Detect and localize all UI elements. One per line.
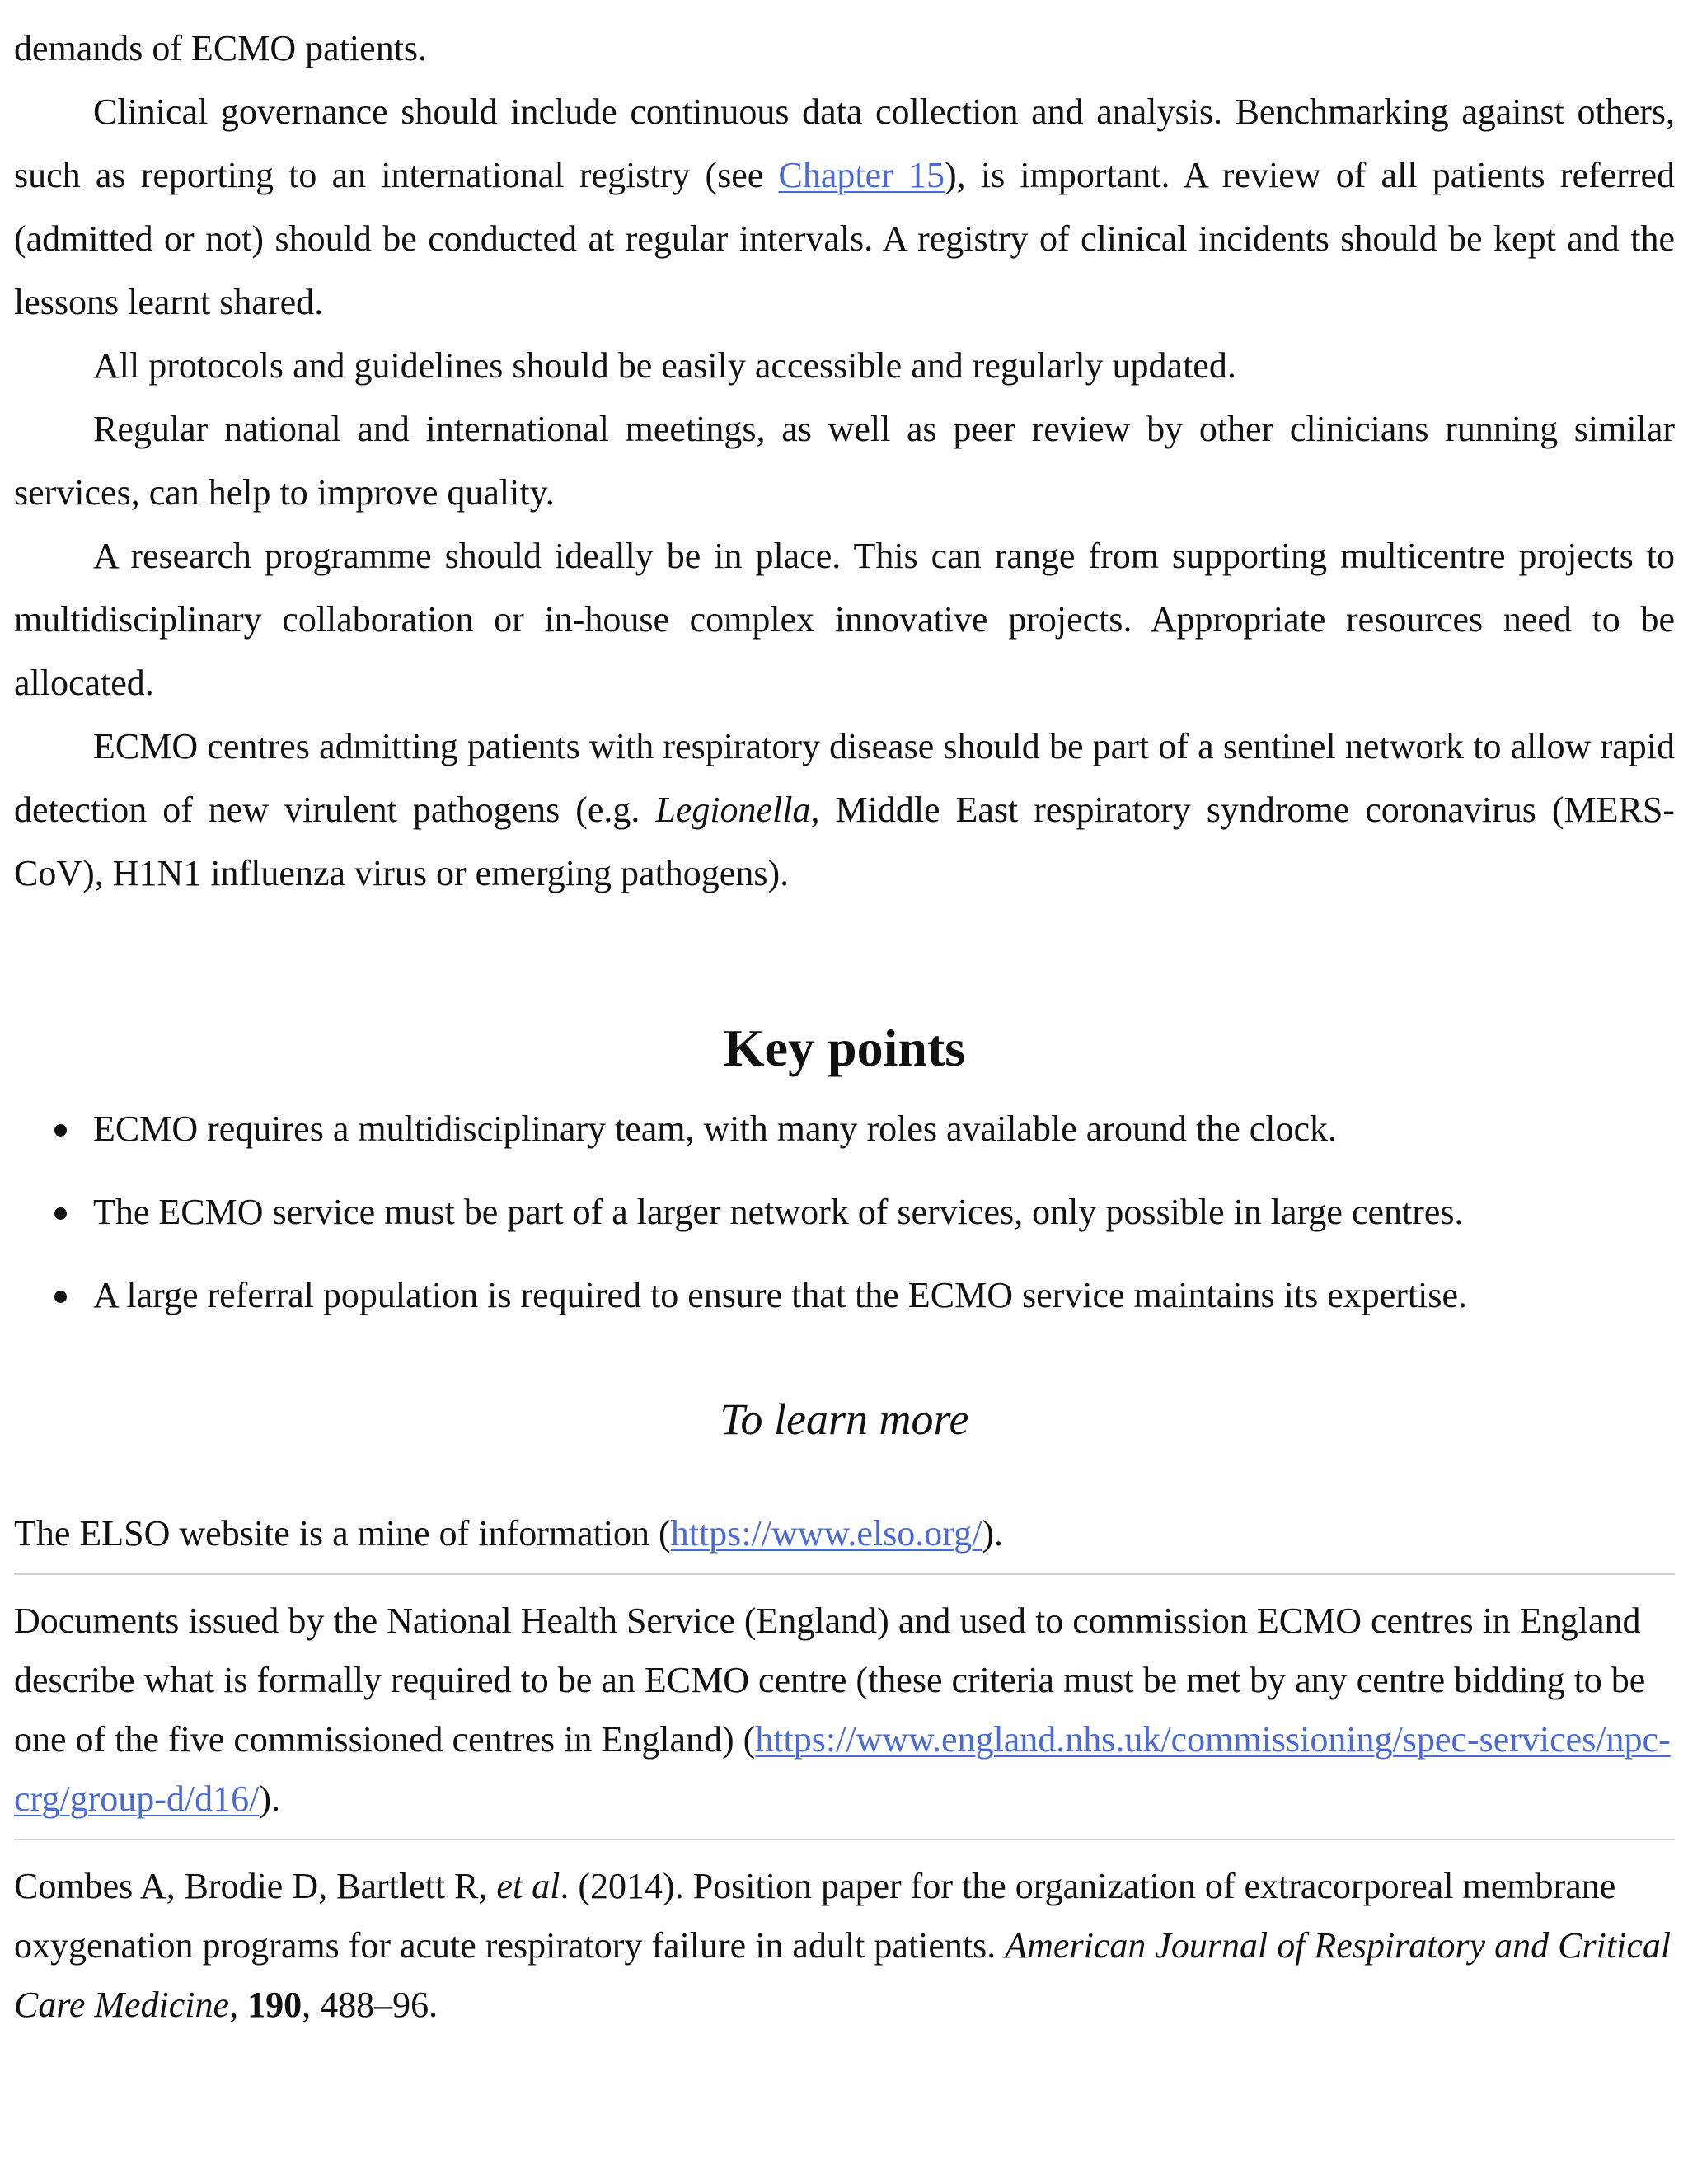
chapter-15-link[interactable]: Chapter 15 — [778, 155, 945, 195]
document-page — [14, 16, 1675, 2061]
pathogen-name: Legionella — [655, 790, 811, 830]
paragraph-text: All protocols and guidelines should be easily accessible and regularly updated. — [93, 345, 1236, 386]
key-point-text: ECMO requires a multidisciplinary team, with many roles available around the clock. — [93, 1108, 1338, 1149]
reference-separator: , — [229, 1985, 248, 2025]
paragraph-text: demands of ECMO patients. — [14, 28, 428, 68]
bullet-icon — [54, 1207, 67, 1220]
paragraph-text-start: Clinical governance should include continuous data collection and analysis. Benchmarking against others, such as reporting to an international registry (see — [14, 91, 1675, 195]
reference-volume: 190 — [247, 1985, 302, 2025]
paragraph-text: A research programme should ideally be in place. This can range from supporting multicentre projects to multidisciplinary collaboration or in-house complex innovative projects. Appropriate resources need to be allocated. — [14, 536, 1675, 703]
reference-pages: , 488–96. — [302, 1985, 438, 2025]
reference-authors: Combes A, Brodie D, Bartlett R, — [14, 1866, 497, 1906]
paragraph-text: Regular national and international meetings, as well as peer review by other clinicians running similar services, can help to improve quality. — [14, 409, 1675, 513]
paragraph-text-end: , Middle East respiratory syndrome coronavirus (MERS-CoV), H1N1 influenza virus or emerging pathogens). — [14, 790, 1675, 893]
key-points-heading: Key points — [723, 1019, 966, 1077]
key-points-list — [14, 1104, 1675, 1320]
reference-combes — [14, 1857, 1675, 2045]
reference-elso — [14, 1504, 1675, 1575]
paragraph-clinical-governance — [14, 80, 1675, 334]
key-point-item — [14, 1188, 1675, 1237]
reference-text-end: ). — [982, 1513, 1004, 1554]
paragraph-meetings — [14, 397, 1675, 524]
paragraph-text-end: ), is important. A review of all patients referred (admitted or not) should be conducted at regular intervals. A registry of clinical incidents should be kept and the lessons learnt shared. — [14, 155, 1675, 322]
nhs-commissioning-link[interactable]: https://www.england.nhs.uk/commissioning/spec-services/npc-crg/group-d/d16/ — [14, 1719, 1671, 1819]
paragraph-sentinel-network — [14, 715, 1675, 905]
key-point-text: The ECMO service must be part of a larger network of services, only possible in large centres. — [93, 1192, 1464, 1232]
reference-text: The ELSO website is a mine of information ( — [14, 1513, 671, 1554]
key-point-item — [14, 1104, 1675, 1154]
reference-title: . (2014). Position paper for the organization of extracorporeal membrane oxygenation programs for acute respiratory failure in adult patients. — [14, 1866, 1616, 1966]
paragraph-text-start: ECMO centres admitting patients with respiratory disease should be part of a sentinel network to allow rapid detection of new virulent pathogens (e.g. — [14, 726, 1675, 830]
bullet-icon — [54, 1291, 67, 1303]
paragraph-research — [14, 524, 1675, 715]
reference-et-al: et al — [496, 1866, 560, 1906]
paragraph-continuation — [14, 16, 1675, 80]
learn-more-heading: To learn more — [720, 1394, 969, 1444]
reference-text: Documents issued by the National Health Service (England) and used to commission ECMO centres in England describe what is formally required to be an ECMO centre (these criteria must be met by any centre bidding to be one of the five commissioned centres in England) ( — [14, 1601, 1646, 1760]
bullet-icon — [54, 1124, 67, 1137]
reference-text-end: ). — [259, 1779, 281, 1819]
reference-journal: American Journal of Respiratory and Critical Care Medicine — [14, 1925, 1672, 2025]
key-point-text: A large referral population is required to ensure that the ECMO service maintains its expertise. — [93, 1275, 1468, 1315]
key-point-item — [14, 1271, 1675, 1320]
reference-list — [14, 1504, 1675, 2045]
paragraph-protocols — [14, 334, 1675, 397]
reference-nhs — [14, 1591, 1675, 1840]
elso-website-link[interactable]: https://www.elso.org/ — [670, 1513, 982, 1554]
